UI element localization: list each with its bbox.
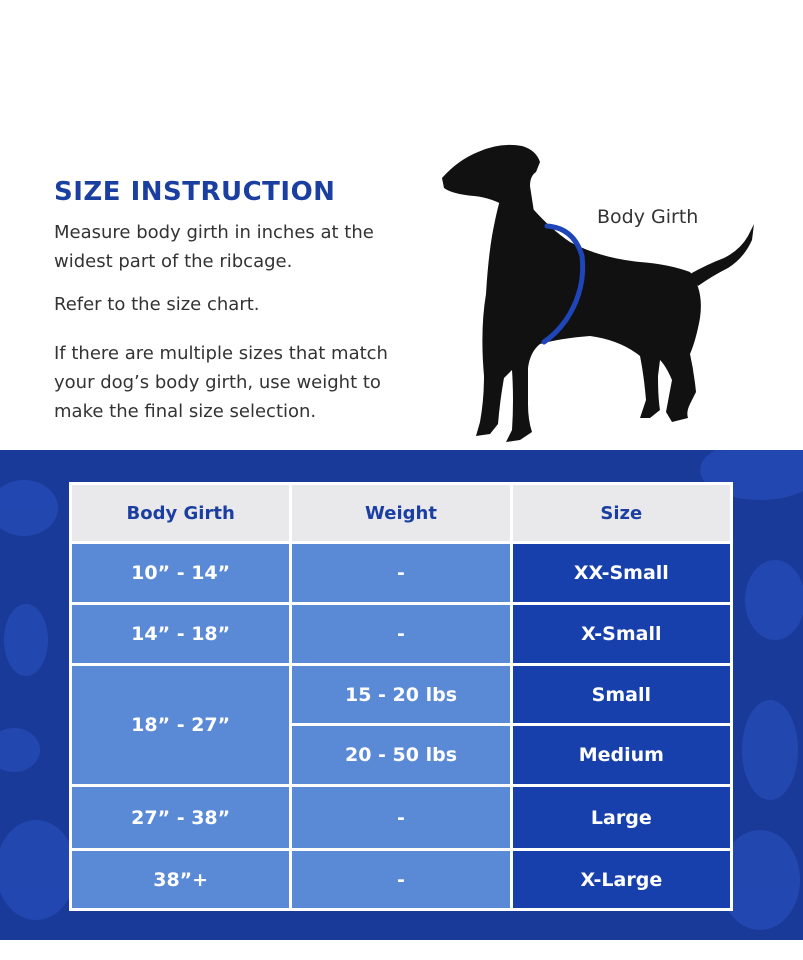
- girth-cell: 27” - 38”: [71, 786, 291, 850]
- size-cell: X-Small: [511, 604, 731, 665]
- instruction-measure-text: Measure body girth in inches at the widest part of the ribcage.: [54, 222, 374, 272]
- girth-cell: 18” - 27”: [71, 665, 291, 786]
- weight-cell: -: [291, 543, 511, 604]
- size-cell: X-Large: [511, 850, 731, 910]
- girth-cell: 10” - 14”: [71, 543, 291, 604]
- header-body-girth: Body Girth: [71, 484, 291, 543]
- instruction-section: [0, 0, 803, 450]
- dog-silhouette-illustration: [430, 130, 770, 450]
- size-cell: XX-Small: [511, 543, 731, 604]
- weight-cell: -: [291, 604, 511, 665]
- size-chart-table: [69, 482, 733, 911]
- table-row: [71, 665, 732, 725]
- girth-cell: 38”+: [71, 850, 291, 910]
- weight-cell: -: [291, 786, 511, 850]
- size-cell: Large: [511, 786, 731, 850]
- size-cell: Small: [511, 665, 731, 725]
- instruction-multiple-sizes-text: If there are multiple sizes that match your dog’s body girth, use weight to make the final size selection.: [54, 343, 388, 422]
- weight-cell: 15 - 20 lbs: [291, 665, 511, 725]
- size-instruction-title: SIZE INSTRUCTION: [54, 177, 336, 207]
- header-weight: Weight: [291, 484, 511, 543]
- instruction-refer-text: Refer to the size chart.: [54, 294, 260, 315]
- weight-cell: -: [291, 850, 511, 910]
- table-row: [71, 543, 732, 604]
- table-row: [71, 850, 732, 910]
- table-row: [71, 786, 732, 850]
- weight-cell: 20 - 50 lbs: [291, 725, 511, 786]
- girth-cell: 14” - 18”: [71, 604, 291, 665]
- body-girth-label: Body Girth: [597, 206, 699, 228]
- table-row: [71, 604, 732, 665]
- size-cell: Medium: [511, 725, 731, 786]
- table-header-row: [71, 484, 732, 543]
- header-size: Size: [511, 484, 731, 543]
